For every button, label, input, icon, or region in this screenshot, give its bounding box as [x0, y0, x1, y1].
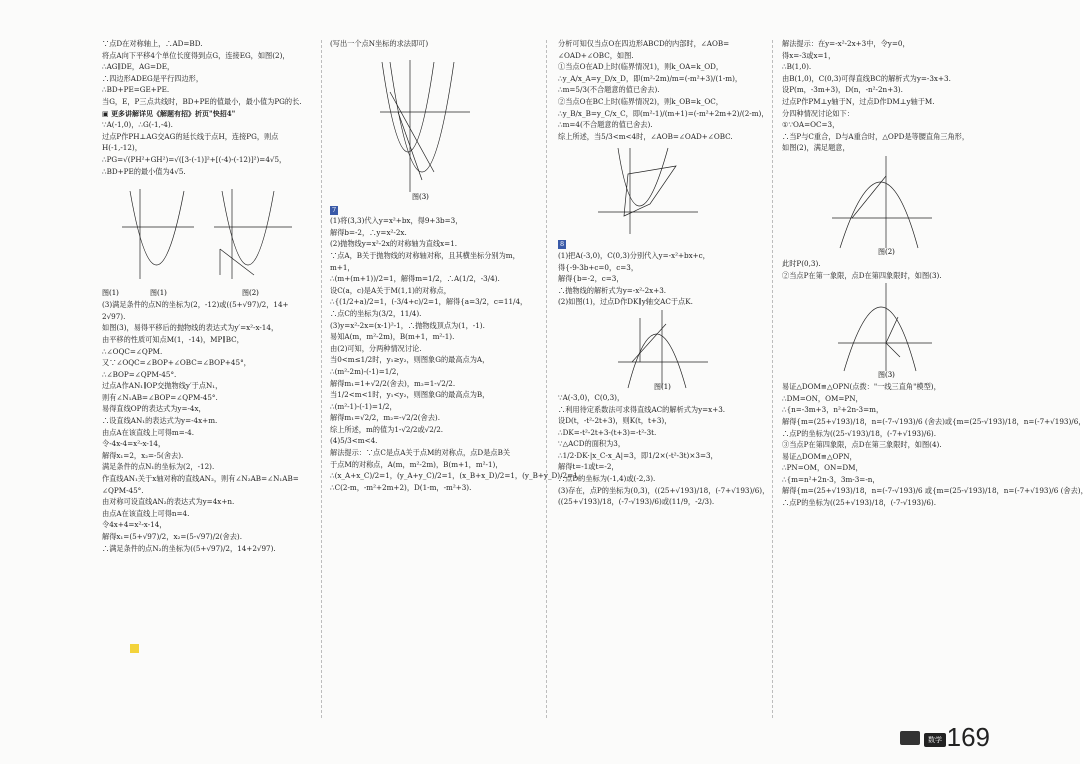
text-line: ∴{m=n²+2n-3，3m-3=-n，	[782, 474, 880, 484]
figure-1-2	[102, 179, 302, 297]
column-divider	[321, 40, 322, 718]
figure-1-caption: 图(1)	[654, 382, 671, 391]
text-line: ∴BD+PE=GE+PE.	[102, 85, 170, 95]
text-line: 由(2)可知，分两种情况讨论.	[330, 343, 422, 353]
figure-3-caption: 图(3)	[878, 371, 895, 380]
text-block	[102, 299, 312, 554]
column-3	[558, 38, 770, 718]
text-line: 解得{m=(25+√193)/18，n=(-7-√193)/6 (舍去)或{m=(25-√193)/18，n=(-7+√193)/6，	[782, 416, 1086, 426]
text-line: 得x=-3或x=1，	[782, 50, 836, 60]
book-icon: ▣	[102, 108, 109, 118]
text-line: ∴DK=-t²-2t+3-(t+3)=-t²-3t.	[558, 427, 657, 437]
text-line: ∴m=4(不合题意的值已舍去).	[558, 120, 653, 130]
text-line: (3)存在，点P的坐标为(0,3)，((25+√193)/18，(-7+√193)/6)，	[558, 485, 770, 495]
text-line: 由对称可设直线AN₂的表达式为y=4x+n.	[102, 497, 235, 507]
intro-text: (写出一个点N坐标的求法即可)	[330, 39, 429, 48]
quadrilateral-figure	[558, 144, 763, 236]
figure-1-caption: 图(1)	[102, 289, 119, 298]
text-line: ∴∠OQC=∠QPM.	[102, 346, 163, 356]
text-block	[558, 38, 769, 142]
text-line: 又∵∠OQC=∠BOP+∠OBC=∠BOP+45°，	[102, 358, 251, 368]
text-line: 得{-9-3b+c=0，c=3，	[558, 262, 639, 272]
text-line: ∠OAD+∠OBC，如图.	[558, 50, 634, 60]
figure-2-caption: 图(2)	[878, 247, 895, 256]
text-line: 2√97).	[102, 311, 126, 321]
figure-parabola-1	[558, 310, 763, 390]
text-line: ∴(m²-2m)-(-1)=1/2，	[330, 366, 404, 376]
text-line: 易证△DOM≌△OPN，	[782, 451, 857, 461]
text-line: ∴∠BOP=∠QPM-45°.	[102, 369, 177, 379]
text-line: ∴满足条件的点N₂的坐标为((5+√97)/2，14+2√97).	[102, 543, 276, 553]
figure-parabola-2	[782, 156, 982, 256]
text-line: 易知A(m，m²-2m)，B(m+1，m²-1).	[330, 332, 455, 342]
tip-text: 更多讲解详见《解题有招》折页"快招4"	[111, 108, 236, 118]
text-line: ∴y_A/x_A=y_D/x_D，即(m²-2m)/m=(-m²+3)/(1-m)，	[558, 73, 743, 83]
text-line: 则有∠N₁AB=∠BOP=∠QPM-45°.	[102, 392, 218, 402]
text-line: (3)满足条件的点N的坐标为(2，-12)或((5+√97)/2，14+	[102, 300, 289, 310]
text-line: 作直线AN₁关于x轴对称的直线AN₂，则有∠N₂AB=∠N₁AB=	[102, 474, 299, 484]
text-line: 过点A作AN₁∥OP交抛物线y′于点N₁，	[102, 381, 223, 391]
text-line: ∴(m²-1)-(-1)=1/2，	[330, 401, 397, 411]
column-1	[102, 38, 312, 718]
text-line: ∴点P的坐标为((25-√193)/18，(-7+√193)/6).	[782, 428, 937, 438]
text-line: ②当点P在第一象限，点D在第四象限时，如图(3).	[782, 270, 942, 280]
text-line: ∴y_B/x_B=y_C/x_C，即(m²-1)/(m+1)=(-m²+2m+2)/(2-m)，	[558, 108, 769, 118]
text-line: (1)将(3,3)代入y=x²+bx，得9+3b=3，	[330, 216, 463, 226]
highlight-mark	[130, 644, 139, 653]
text-line: H(-1,-12)，	[102, 143, 142, 153]
figure-3-caption: 图(3)	[412, 192, 429, 201]
text-line: ∴点C的坐标为(3/2，11/4).	[330, 308, 422, 318]
text-line: 解法提示：∵点C是点A关于点M的对称点，点D是点B关	[330, 448, 511, 458]
text-line: ∴PN=OM，ON=DM，	[782, 463, 863, 473]
text-line: 解得b=-2，∴y=x²-2x.	[330, 227, 407, 237]
text-line: ∵点D在对称轴上，∴AD=BD.	[102, 39, 203, 48]
figure-1-caption: 图(1)	[150, 289, 167, 298]
text-line: ∴点P的坐标为((25+√193)/18，(-7-√193)/6).	[782, 498, 937, 508]
text-line: (2)如图(1)，过点D作DK∥y轴交AC于点K.	[558, 297, 693, 307]
text-line: ③当点P在第四象限，点D在第三象限时，如图(4).	[782, 440, 942, 450]
text-line: 由平移的性质可知点M(1，-14)，MP∥BC，	[102, 334, 244, 344]
text-line: 当0<m≤1/2时，y₁≥y₂，则图象G的最高点为A，	[330, 355, 490, 365]
text-line: ∴AG∥DE，AG=DE，	[102, 62, 175, 72]
text-line: 由B(1,0)，C(0,3)可得直线BC的解析式为y=-3x+3.	[782, 73, 951, 83]
text-line: (4)5/3<m<4.	[330, 436, 378, 446]
text-line: ∵△ACD的面积为3，	[558, 439, 626, 449]
figure-parabola-3	[782, 283, 982, 379]
brand-logo-icon	[900, 731, 920, 745]
text-line: ∴{n=-3m+3，n²+2n-3=m，	[782, 405, 884, 415]
text-line: 分析可知仅当点O在四边形ABCD的内部时，∠AOB=	[558, 39, 730, 48]
column-divider	[772, 40, 773, 718]
text-line: 令4x+4=x²-x-14，	[102, 520, 167, 530]
text-block	[558, 250, 763, 308]
text-line: 由点A在该直线上可得n=4.	[102, 508, 190, 518]
text-line: 设C(a，c)是A关于M(1,1)的对称点，	[330, 285, 451, 295]
figure-3	[330, 52, 528, 202]
text-line: 易证△DOM≌△OPN(点拨："一线三直角"模型)，	[782, 382, 941, 392]
text-line: 解得t=-1或t=-2，	[558, 462, 619, 472]
text-line: ∴BD+PE的最小值为4√5.	[102, 166, 186, 176]
text-line: ∴(m+(m+1))/2=1，解得m=1/2，∴A(1/2，-3/4).	[330, 274, 500, 284]
text-line: ∵A(-3,0)，C(0,3)，	[558, 392, 625, 402]
text-block	[782, 38, 982, 154]
text-block	[330, 215, 585, 493]
text-line: m+1，	[330, 262, 355, 272]
text-line: 综上所述，m的值为1-√2/2或√2/2.	[330, 424, 444, 434]
text-line: ②当点O在BC上时(临界情况2)，则k_OB=k_OC，	[558, 96, 723, 106]
text-line: 令-4x-4=x²-x-14，	[102, 439, 166, 449]
text-line: (3)y=x²-2x=(x-1)²-1，∴抛物线顶点为(1，-1).	[330, 320, 485, 330]
figure-2-caption: 图(2)	[242, 289, 259, 298]
text-line: 如图(3)，易得平移后的抛物线的表达式为y′=x²-x-14，	[102, 323, 279, 333]
text-block	[102, 38, 312, 108]
text-line: ∴DM=ON，OM=PN，	[782, 393, 863, 403]
text-line: (2)抛物线y=x²-2x的对称轴为直线x=1.	[330, 239, 458, 249]
text-line: 解得m₁=√2/2，m₂=-√2/2(舍去).	[330, 413, 440, 423]
text-line: (1)把A(-3,0)，C(0,3)分别代入y=-x²+bx+c，	[558, 250, 710, 260]
text-line: 解法提示：在y=-x²-2x+3中，令y=0，	[782, 39, 910, 48]
text-line: ∴(x_A+x_C)/2=1，(y_A+y_C)/2=1，(x_B+x_D)/2=1，(y_B+y_D)/2=1，	[330, 471, 585, 481]
text-block	[558, 392, 770, 508]
text-line: 由点A在该直线上可得m=-4.	[102, 427, 195, 437]
text-line: ∵A(-1,0)，∴G(-1,-4).	[102, 120, 173, 130]
text-line: 满足条件的点N₁的坐标为(2，-12).	[102, 462, 215, 472]
text-line: 过点P作PM⊥y轴于N，过点D作DM⊥y轴于M.	[782, 96, 935, 106]
text-line: 解得{b=-2，c=3，	[558, 274, 624, 284]
text-line: ∴点D的坐标为(-1,4)或(-2,3).	[558, 474, 656, 484]
text-line: ∴抛物线的解析式为y=-x²-2x+3.	[558, 285, 667, 295]
page-number: 169	[946, 722, 990, 752]
text-line: ((25+√193)/18，(-7-√193)/6)或(11/9，-2/3).	[558, 497, 715, 507]
text-line: ①∵OA=OC=3，	[782, 120, 840, 130]
text-line: ∠QPM-45°.	[102, 485, 144, 495]
text-line: ∴m=5/3(不合题意的值已舍去).	[558, 85, 660, 95]
text-line: 过点P作PH⊥AG交AG的延长线于点H，连接PG，则点	[102, 131, 279, 141]
tip-note	[102, 108, 312, 120]
text-line: 易得直线OP的表达式为y=-4x，	[102, 404, 206, 414]
text-line: ∴设直线AN₁的表达式为y=-4x+m.	[102, 416, 218, 426]
text-line: 分四种情况讨论如下：	[782, 108, 854, 118]
text-line: 将点A向下平移4个单位长度得到点G，连接EG，如图(2)，	[102, 50, 290, 60]
text-line: ∴利用待定系数法可求得直线AC的解析式为y=x+3.	[558, 404, 726, 414]
question-7-badge: 7	[332, 205, 337, 214]
column-divider	[546, 40, 547, 718]
text-line: 设D(t，-t²-2t+3)，则K(t，t+3)，	[558, 416, 672, 426]
text-line: 如图(2)，满足题意，	[782, 143, 850, 153]
text-block	[782, 258, 982, 281]
text-line: ∴PG=√(PH²+GH²)=√([3-(-1)]²+[(-4)-(-12)]²)=4√5，	[102, 154, 287, 164]
text-line: ∴四边形ADEG是平行四边形，	[102, 73, 204, 83]
text-line: 当G，E，P三点共线时，BD+PE的值最小，最小值为PG的长.	[102, 96, 302, 106]
text-block	[102, 119, 312, 177]
text-line: 于点M的对称点，A(m，m²-2m)，B(m+1，m²-1)，	[330, 459, 503, 469]
text-line: 此时P(0,3).	[782, 258, 821, 268]
subject-badge: 数学	[924, 733, 946, 747]
text-line: 解得x₁=2，x₂=-5(舍去).	[102, 450, 184, 460]
text-line: ∴1/2·DK·|x_C-x_A|=3，即1/2×(-t²-3t)×3=3，	[558, 450, 718, 460]
text-line: ∴当P与C重合，D与A重合时，△OPD是等腰直角三角形，	[782, 131, 970, 141]
column-4	[782, 38, 1088, 718]
text-line: 综上所述，当5/3<m<4时，∠AOB=∠OAD+∠OBC.	[558, 131, 733, 141]
text-line: ∵点A，B关于抛物线的对称轴对称，且其横坐标分别为m，	[330, 250, 520, 260]
text-line: ∴{(1/2+a)/2=1，(-3/4+c)/2=1，解得{a=3/2，c=11/4，	[330, 297, 528, 307]
text-line: 解得x₁=(5+√97)/2，x₂=(5-√97)/2(舍去).	[102, 532, 242, 541]
text-line: ①当点O在AD上时(临界情况1)，则k_OA=k_OD，	[558, 62, 724, 72]
text-line: 设P(m，-3m+3)，D(n，-n²-2n+3).	[782, 85, 903, 95]
column-2	[330, 38, 585, 718]
text-line: 解得m₁=1+√2/2(舍去)，m₂=1-√2/2.	[330, 378, 456, 388]
text-line: ∴B(1,0).	[782, 62, 812, 72]
question-8-badge: 8	[560, 240, 565, 249]
text-line: ∴C(2-m，-m²+2m+2)，D(1-m，-m²+3).	[330, 482, 472, 492]
text-block	[782, 381, 1088, 509]
text-line: 当1/2<m<1时，y₁<y₂，则图象G的最高点为B，	[330, 390, 490, 400]
text-line: 解得{m=(25+√193)/18，n=(-7-√193)/6 或{m=(25-√193)/18，n=(-7+√193)/6 (舍去)，	[782, 486, 1088, 496]
